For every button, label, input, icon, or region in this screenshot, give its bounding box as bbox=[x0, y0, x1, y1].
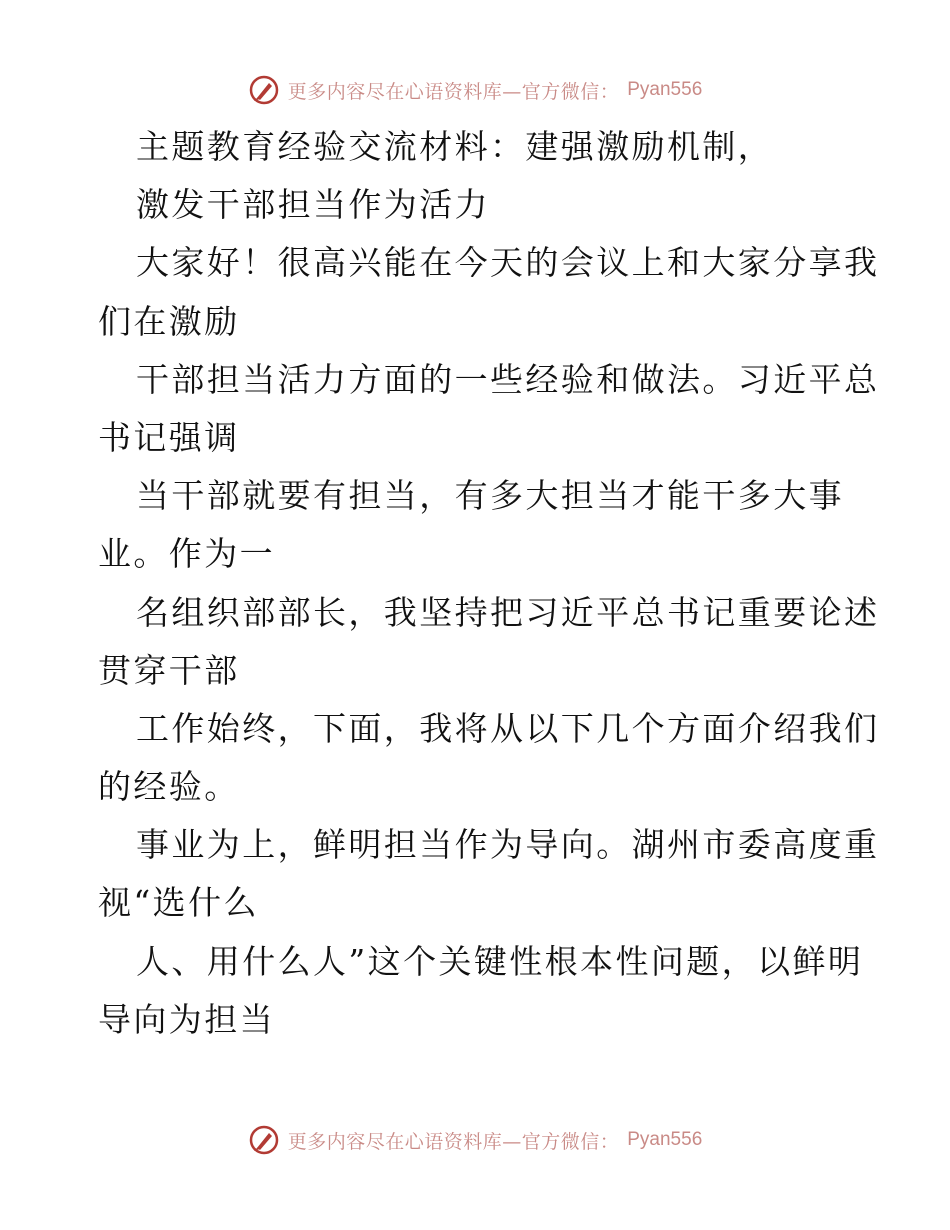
watermark-text: 更多内容尽在心语资料库—官方微信： bbox=[287, 1130, 620, 1153]
watermark-footer bbox=[0, 1120, 950, 1160]
text-line: 书记强调 bbox=[98, 417, 240, 457]
text-line: 事业为上，鲜明担当作为导向。湖州市委高度重 bbox=[136, 825, 880, 865]
text-line: 干部担当活力方面的一些经验和做法。习近平总 bbox=[136, 359, 880, 399]
watermark-wechat-id: Pyan556 bbox=[627, 1129, 703, 1150]
text-line: 导向为担当 bbox=[98, 999, 275, 1039]
text-line: 们在激励 bbox=[98, 301, 240, 341]
text-line: 当干部就要有担当，有多大担当才能干多大事 bbox=[136, 476, 844, 516]
text-line: 的经验。 bbox=[98, 767, 240, 807]
text-line: 激发干部担当作为活力 bbox=[136, 185, 490, 225]
text-line: 人、用什么人”这个关键性根本性问题，以鲜明 bbox=[136, 941, 864, 981]
watermark-text: 更多内容尽在心语资料库—官方微信： bbox=[287, 80, 620, 103]
text-line: 视“选什么 bbox=[98, 883, 259, 923]
pen-logo-icon bbox=[248, 1124, 280, 1156]
text-line: 工作始终，下面，我将从以下几个方面介绍我们 bbox=[136, 708, 880, 748]
document-body bbox=[98, 118, 880, 1049]
text-line: 贯穿干部 bbox=[98, 650, 240, 690]
watermark-wechat-id: Pyan556 bbox=[627, 79, 703, 100]
text-line: 主题教育经验交流材料：建强激励机制， bbox=[136, 127, 774, 166]
pen-logo-icon bbox=[248, 74, 280, 106]
text-line: 名组织部部长，我坚持把习近平总书记重要论述 bbox=[136, 592, 880, 632]
watermark-header bbox=[0, 70, 950, 110]
text-line: 业。作为一 bbox=[98, 534, 275, 574]
text-line: 大家好！很高兴能在今天的会议上和大家分享我 bbox=[136, 243, 880, 283]
